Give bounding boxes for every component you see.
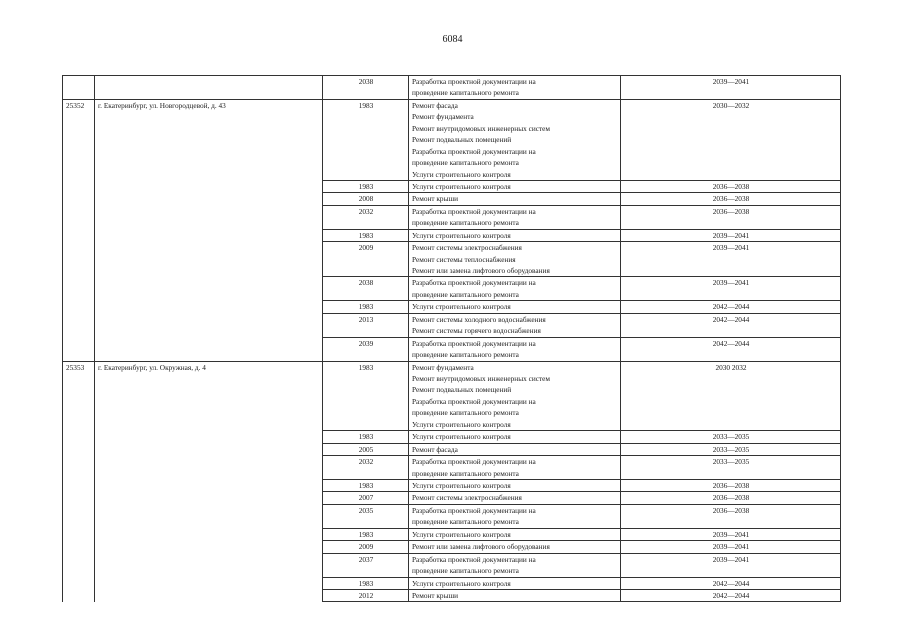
building-address-cell: [95, 553, 323, 577]
page-number: 6084: [442, 34, 463, 45]
building-id-cell: [63, 337, 95, 361]
work-type-line: Разработка проектной документации на: [412, 457, 536, 467]
work-type-cell: [409, 528, 621, 540]
work-type-cell: [409, 541, 621, 553]
building-address-cell: г. Екатеринбург, ул. Новгородцевой, д. 43: [95, 99, 323, 180]
period-cell: 2042—2044: [621, 301, 841, 313]
building-address-cell: [95, 301, 323, 313]
year-cell: 2007: [323, 492, 409, 504]
building-id-cell: [63, 541, 95, 553]
work-type-line: Ремонт фасада: [412, 100, 458, 110]
work-type-line: Разработка проектной документации на: [412, 338, 536, 348]
work-type-cell: [409, 431, 621, 443]
year-cell: 1983: [323, 479, 409, 491]
table-row: [63, 528, 841, 540]
building-id-cell: [63, 431, 95, 443]
repair-schedule-table: [62, 75, 841, 602]
work-type-line: Ремонт внутридомовых инженерных систем: [412, 123, 551, 133]
work-type-cell: [409, 337, 621, 361]
work-type-cell: [409, 313, 621, 337]
building-id-cell: [63, 492, 95, 504]
work-type-cell: [409, 492, 621, 504]
table-row: [63, 180, 841, 192]
building-id-cell: [63, 504, 95, 528]
year-cell: 2009: [323, 242, 409, 277]
work-type-cell: [409, 205, 621, 229]
period-cell: 2036—2038: [621, 479, 841, 491]
period-cell: 2033—2035: [621, 431, 841, 443]
year-cell: 1983: [323, 361, 409, 431]
work-type-cell: [409, 229, 621, 241]
period-cell: 2036—2038: [621, 205, 841, 229]
year-cell: 2012: [323, 589, 409, 601]
work-type-line: проведение капитального ремонта: [412, 408, 519, 418]
work-type-line: Разработка проектной документации на: [412, 554, 536, 564]
work-type-line: Разработка проектной документации на: [412, 278, 536, 288]
table-row: [63, 456, 841, 480]
building-address-cell: [95, 577, 323, 589]
work-type-line: Ремонт системы теплоснабжения: [412, 254, 516, 264]
building-address-cell: [95, 76, 323, 100]
table-row: [63, 443, 841, 455]
year-cell: 2013: [323, 313, 409, 337]
building-id-cell: [63, 301, 95, 313]
building-id-cell: [63, 180, 95, 192]
building-id-cell: [63, 205, 95, 229]
work-type-cell: [409, 504, 621, 528]
building-address-cell: [95, 229, 323, 241]
table-row: [63, 337, 841, 361]
work-type-line: проведение капитального ремонта: [412, 517, 519, 527]
table-row: [63, 229, 841, 241]
work-type-line: Услуги строительного контроля: [412, 529, 511, 539]
year-cell: 2038: [323, 76, 409, 100]
building-id-cell: [63, 443, 95, 455]
year-cell: 2005: [323, 443, 409, 455]
period-cell: 2042—2044: [621, 577, 841, 589]
work-type-line: Ремонт фасада: [412, 444, 458, 454]
work-type-line: Ремонт или замена лифтового оборудования: [412, 542, 550, 552]
work-type-line: проведение капитального ремонта: [412, 350, 519, 360]
table-row: [63, 277, 841, 301]
building-address-cell: [95, 337, 323, 361]
table-row: [63, 99, 841, 180]
building-address-cell: [95, 456, 323, 480]
table-row: [63, 577, 841, 589]
work-type-line: Ремонт фундамента: [412, 362, 474, 372]
building-address-cell: [95, 242, 323, 277]
table-row: [63, 541, 841, 553]
year-cell: 1983: [323, 99, 409, 180]
work-type-cell: [409, 193, 621, 205]
building-id-cell: 25353: [63, 361, 95, 431]
building-address-cell: [95, 492, 323, 504]
work-type-cell: [409, 443, 621, 455]
table-row: [63, 361, 841, 431]
work-type-line: проведение капитального ремонта: [412, 566, 519, 576]
work-type-line: Ремонт крыши: [412, 590, 459, 600]
period-cell: 2036—2038: [621, 504, 841, 528]
work-type-line: проведение капитального ремонта: [412, 218, 519, 228]
work-type-line: Ремонт подвальных помещений: [412, 385, 512, 395]
building-id-cell: [63, 229, 95, 241]
work-type-line: Ремонт системы горячего водоснабжения: [412, 326, 541, 336]
period-cell: 2030 2032: [621, 361, 841, 431]
period-cell: 2036—2038: [621, 180, 841, 192]
building-address-cell: [95, 180, 323, 192]
year-cell: 1983: [323, 301, 409, 313]
work-type-line: Услуги строительного контроля: [412, 480, 511, 490]
work-type-line: Разработка проектной документации на: [412, 77, 536, 86]
work-type-line: Услуги строительного контроля: [412, 578, 511, 588]
building-address-cell: [95, 589, 323, 601]
table-row: [63, 553, 841, 577]
work-type-line: Ремонт системы электроснабжения: [412, 493, 522, 503]
work-type-line: Ремонт системы холодного водоснабжения: [412, 314, 546, 324]
building-id-cell: [63, 242, 95, 277]
work-type-line: Разработка проектной документации на: [412, 146, 536, 156]
table-row: [63, 242, 841, 277]
table-row: [63, 431, 841, 443]
building-id-cell: [63, 313, 95, 337]
work-type-line: проведение капитального ремонта: [412, 468, 519, 478]
building-id-cell: [63, 193, 95, 205]
building-id-cell: [63, 577, 95, 589]
work-type-line: Разработка проектной документации на: [412, 206, 536, 216]
work-type-cell: [409, 76, 621, 100]
work-type-cell: [409, 180, 621, 192]
year-cell: 1983: [323, 180, 409, 192]
work-type-line: Ремонт или замена лифтового оборудования: [412, 266, 550, 276]
year-cell: 2039: [323, 337, 409, 361]
work-type-line: Услуги строительного контроля: [412, 169, 511, 179]
period-cell: 2039—2041: [621, 242, 841, 277]
year-cell: 2032: [323, 456, 409, 480]
work-type-cell: [409, 277, 621, 301]
period-cell: 2036—2038: [621, 193, 841, 205]
period-cell: 2042—2044: [621, 313, 841, 337]
building-id-cell: 25352: [63, 99, 95, 180]
period-cell: 2030—2032: [621, 99, 841, 180]
table-row: [63, 504, 841, 528]
work-type-line: проведение капитального ремонта: [412, 88, 519, 98]
building-address-cell: [95, 443, 323, 455]
year-cell: 2037: [323, 553, 409, 577]
work-type-line: Услуги строительного контроля: [412, 181, 511, 191]
work-type-line: Ремонт фундамента: [412, 112, 474, 122]
year-cell: 1983: [323, 229, 409, 241]
period-cell: 2039—2041: [621, 76, 841, 100]
work-type-line: Разработка проектной документации на: [412, 505, 536, 515]
table-row: [63, 301, 841, 313]
period-cell: 2039—2041: [621, 229, 841, 241]
table-row: [63, 205, 841, 229]
table-row: [63, 76, 841, 100]
work-type-cell: [409, 242, 621, 277]
table-row: [63, 313, 841, 337]
period-cell: 2039—2041: [621, 553, 841, 577]
building-id-cell: [63, 277, 95, 301]
building-id-cell: [63, 76, 95, 100]
work-type-cell: [409, 361, 621, 431]
building-id-cell: [63, 589, 95, 601]
year-cell: 2035: [323, 504, 409, 528]
building-address-cell: г. Екатеринбург, ул. Окружная, д. 4: [95, 361, 323, 431]
work-type-cell: [409, 589, 621, 601]
work-type-line: Услуги строительного контроля: [412, 230, 511, 240]
work-type-line: Ремонт подвальных помещений: [412, 135, 512, 145]
year-cell: 1983: [323, 528, 409, 540]
building-id-cell: [63, 528, 95, 540]
building-address-cell: [95, 431, 323, 443]
work-type-line: Ремонт системы электроснабжения: [412, 243, 522, 253]
table-row: [63, 193, 841, 205]
period-cell: 2039—2041: [621, 541, 841, 553]
work-type-line: Разработка проектной документации на: [412, 396, 536, 406]
period-cell: 2033—2035: [621, 443, 841, 455]
year-cell: 1983: [323, 431, 409, 443]
year-cell: 1983: [323, 577, 409, 589]
table-row: [63, 492, 841, 504]
year-cell: 2009: [323, 541, 409, 553]
work-type-cell: [409, 577, 621, 589]
building-address-cell: [95, 193, 323, 205]
table-row: [63, 589, 841, 601]
building-address-cell: [95, 205, 323, 229]
period-cell: 2042—2044: [621, 589, 841, 601]
repair-schedule-body: [63, 76, 841, 602]
year-cell: 2038: [323, 277, 409, 301]
work-type-line: Услуги строительного контроля: [412, 419, 511, 429]
work-type-line: проведение капитального ремонта: [412, 158, 519, 168]
period-cell: 2036—2038: [621, 492, 841, 504]
building-address-cell: [95, 313, 323, 337]
building-id-cell: [63, 553, 95, 577]
building-address-cell: [95, 528, 323, 540]
work-type-cell: [409, 479, 621, 491]
period-cell: 2042—2044: [621, 337, 841, 361]
year-cell: 2008: [323, 193, 409, 205]
building-address-cell: [95, 479, 323, 491]
work-type-cell: [409, 456, 621, 480]
building-id-cell: [63, 456, 95, 480]
work-type-cell: [409, 99, 621, 180]
table-row: [63, 479, 841, 491]
building-id-cell: [63, 479, 95, 491]
work-type-line: Ремонт крыши: [412, 194, 459, 204]
work-type-line: Услуги строительного контроля: [412, 432, 511, 442]
year-cell: 2032: [323, 205, 409, 229]
work-type-line: Услуги строительного контроля: [412, 302, 511, 312]
period-cell: 2033—2035: [621, 456, 841, 480]
work-type-cell: [409, 301, 621, 313]
work-type-line: проведение капитального ремонта: [412, 289, 519, 299]
period-cell: 2039—2041: [621, 277, 841, 301]
work-type-line: Ремонт внутридомовых инженерных систем: [412, 374, 551, 383]
period-cell: 2039—2041: [621, 528, 841, 540]
building-address-cell: [95, 541, 323, 553]
building-address-cell: [95, 277, 323, 301]
work-type-cell: [409, 553, 621, 577]
building-address-cell: [95, 504, 323, 528]
